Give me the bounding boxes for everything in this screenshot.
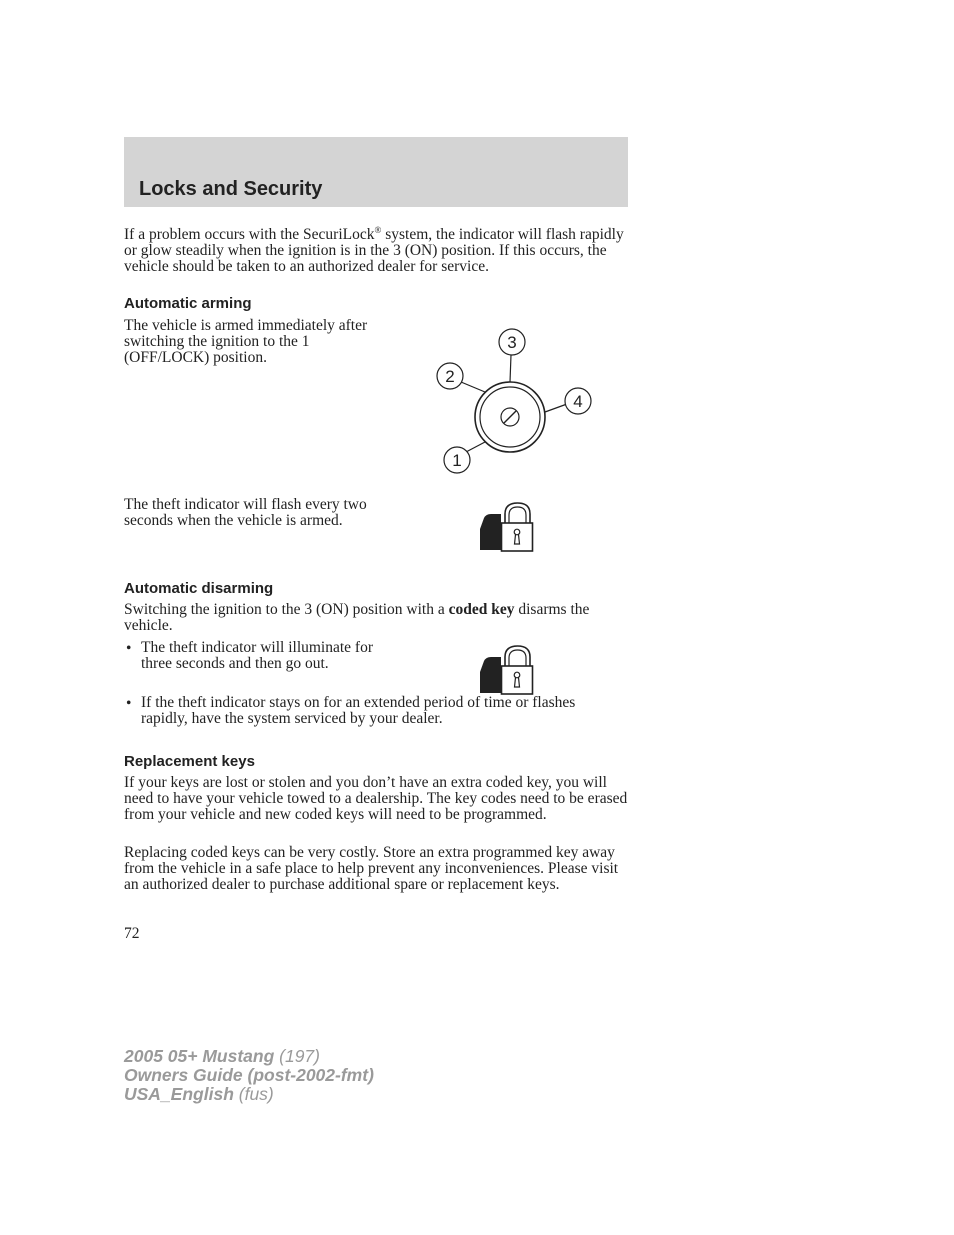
disarming-text xyxy=(124,602,630,634)
intro-paragraph xyxy=(124,222,630,275)
ignition-position-1: 1 xyxy=(452,451,462,470)
bullet-marker: • xyxy=(126,640,132,657)
footer-model-code: (197) xyxy=(274,1046,320,1066)
replacement-keys-paragraph-1: If your keys are lost or stolen and you don’t have an extra coded key, you will need to have your vehicle towed to a dealership. The key codes need to be erased from your vehicle and new coded keys will need to be programmed. xyxy=(124,774,628,823)
footer-line-2 xyxy=(124,1066,374,1085)
footer-model: 2005 05+ Mustang xyxy=(124,1046,275,1066)
ignition-position-3: 3 xyxy=(507,333,517,352)
heading-replacement-keys: Replacement keys xyxy=(124,753,255,770)
ignition-position-2: 2 xyxy=(445,367,455,386)
coded-key-emphasis: coded key xyxy=(448,601,515,618)
bullet-item-serviced: If the theft indicator stays on for an extended period of time or flashes rapidly, have the system serviced by your dealer. xyxy=(141,694,576,727)
section-title: Locks and Security xyxy=(139,178,323,200)
car-padlock-icon xyxy=(476,501,536,555)
intro-text-before: If a problem occurs with the SecuriLock xyxy=(124,226,375,243)
footer-guide: Owners Guide (post-2002-fmt) xyxy=(124,1065,374,1085)
footer-line-3 xyxy=(124,1085,374,1104)
document-footer xyxy=(124,1047,374,1104)
disarming-text-before: Switching the ignition to the 3 (ON) position with a xyxy=(124,601,449,618)
arming-text: The vehicle is armed immediately after switching the ignition to the 1 (OFF/LOCK) position. xyxy=(124,317,368,366)
disarming-text-after: disarms the vehicle. xyxy=(124,601,590,634)
replacement-keys-paragraph-2: Replacing coded keys can be very costly. Store an extra programmed key away from the vehicle in a safe place to help prevent any inconveniences. Please visit an authorized dealer to purchase additional spare or replacement keys. xyxy=(124,844,619,893)
ignition-switch-icon xyxy=(430,325,600,480)
section-header-band xyxy=(124,137,628,207)
intro-text-after: system, the indicator will flash rapidly or glow steadily when the ignition is in the 3 (ON) position. If this occurs, the vehicle should be taken to an authorized dealer for service. xyxy=(124,226,624,275)
bullet-marker: • xyxy=(126,695,132,712)
heading-automatic-arming: Automatic arming xyxy=(124,295,252,312)
footer-language: USA_English xyxy=(124,1084,234,1104)
car-padlock-icon xyxy=(476,644,536,698)
registered-mark: ® xyxy=(374,225,382,235)
footer-language-code: (fus) xyxy=(233,1084,274,1104)
heading-automatic-disarming: Automatic disarming xyxy=(124,580,274,597)
page-number: 72 xyxy=(124,925,140,942)
ignition-position-4: 4 xyxy=(573,392,583,411)
footer-line-1 xyxy=(124,1047,374,1066)
theft-indicator-text: The theft indicator will flash every two seconds when the vehicle is armed. xyxy=(124,496,367,529)
bullet-item-illuminate: The theft indicator will illuminate for three seconds and then go out. xyxy=(141,639,374,672)
